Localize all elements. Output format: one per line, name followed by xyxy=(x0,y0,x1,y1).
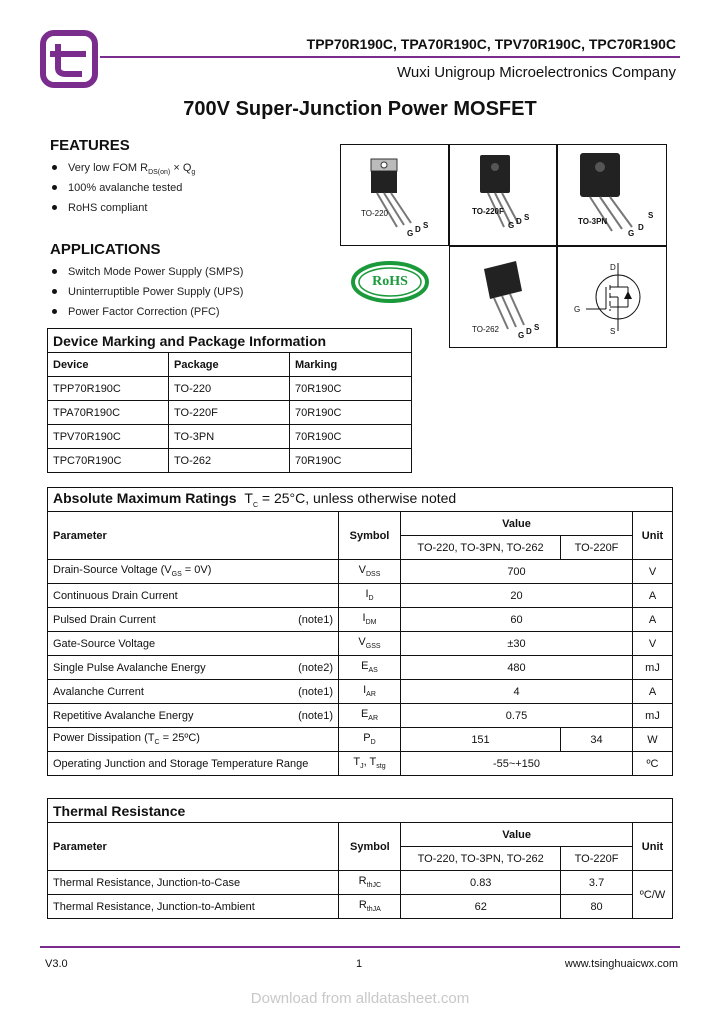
thermal-resistance-table xyxy=(47,798,673,919)
table-row: Single Pulse Avalanche Energy (note2) $E_{AS}$ 480 mJ xyxy=(48,656,673,680)
package-to220-image: TO-220 G D S xyxy=(340,144,449,246)
header-company: Wuxi Unigroup Microelectronics Company xyxy=(397,64,676,81)
list-item: Switch Mode Power Supply (SMPS) xyxy=(52,262,243,282)
table-row: Repetitive Avalanche Energy (note1) $E_{AR}$ 0.75 mJ xyxy=(48,704,673,728)
footer-divider xyxy=(40,946,680,948)
table-row: Thermal Resistance, Junction-to-Case $R_{thJC}$ 0.83 3.7 ºC/W xyxy=(48,871,673,895)
table-header: Parameter xyxy=(48,512,339,560)
table-title: Thermal Resistance xyxy=(48,799,673,823)
header-divider xyxy=(100,56,680,58)
package-to220f-image: TO-220F G D S xyxy=(449,144,557,246)
list-item: RoHS compliant xyxy=(52,198,195,218)
list-item: Power Factor Correction (PFC) xyxy=(52,302,243,322)
table-title: Device Marking and Package Information xyxy=(48,329,412,353)
table-row: Operating Junction and Storage Temperature Range $T_J$, $T_{stg}$ -55~+150 ºC xyxy=(48,752,673,776)
table-header: Unit xyxy=(633,512,673,560)
table-header: TO-220, TO-3PN, TO-262 xyxy=(401,536,561,560)
table-row: TPA70R190C TO-220F 70R190C xyxy=(48,401,412,425)
table-header: Parameter xyxy=(48,823,339,871)
features-list xyxy=(52,158,195,218)
table-row: Thermal Resistance, Junction-to-Ambient $R_{thJA}$ 62 80 xyxy=(48,895,673,919)
table-header: Symbol xyxy=(339,512,401,560)
table-row: Pulsed Drain Current (note1) $I_{DM}$ 60 A xyxy=(48,608,673,632)
watermark: Download from alldatasheet.com xyxy=(250,990,470,1007)
footer-website[interactable]: www.tsinghuaicwx.com xyxy=(564,958,678,970)
applications-heading: APPLICATIONS xyxy=(50,241,161,258)
company-logo xyxy=(40,30,98,88)
page-title: 700V Super-Junction Power MOSFET xyxy=(183,98,537,120)
table-row: TPV70R190C TO-3PN 70R190C xyxy=(48,425,412,449)
table-row: TPP70R190C TO-220 70R190C xyxy=(48,377,412,401)
package-to262-image: TO-262 G D S xyxy=(449,246,557,348)
table-header: Value xyxy=(401,823,633,847)
table-header: TO-220, TO-3PN, TO-262 xyxy=(401,847,561,871)
list-item: Uninterruptible Power Supply (UPS) xyxy=(52,282,243,302)
header-part-numbers: TPP70R190C, TPA70R190C, TPV70R190C, TPC70R190C xyxy=(306,36,676,52)
package-to3pn-image: TO-3PN G D S xyxy=(557,144,667,246)
table-row: Gate-Source Voltage $V_{GSS}$ ±30 V xyxy=(48,632,673,656)
table-row: Drain-Source Voltage $(V_{GS} = 0V)$ $V_{DSS}$ 700 V xyxy=(48,560,673,584)
table-title: Absolute Maximum Ratings $T_C = 25^\circ C$, unless otherwise noted xyxy=(48,488,673,512)
features-heading: FEATURES xyxy=(50,137,130,154)
table-header: TO-220F xyxy=(561,536,633,560)
list-item: Very low FOM $R_{DS(on)} \times Q_g$ xyxy=(52,158,195,178)
list-item: 100% avalanche tested xyxy=(52,178,195,198)
absolute-max-ratings-table xyxy=(47,487,673,776)
table-header: Value xyxy=(401,512,633,536)
table-header: Symbol xyxy=(339,823,401,871)
mosfet-schematic-symbol: D G S xyxy=(557,246,667,348)
table-header: Package xyxy=(169,353,290,377)
footer-version: V3.0 xyxy=(45,958,68,970)
table-header: TO-220F xyxy=(561,847,633,871)
table-header: Marking xyxy=(290,353,412,377)
applications-list xyxy=(52,262,243,322)
footer-page-number: 1 xyxy=(356,958,363,970)
table-row: TPC70R190C TO-262 70R190C xyxy=(48,449,412,473)
table-header: Device xyxy=(48,353,169,377)
table-row: Continuous Drain Current $I_D$ 20 A xyxy=(48,584,673,608)
rohs-badge: RoHS xyxy=(350,260,430,304)
table-header: Unit xyxy=(633,823,673,871)
device-marking-table xyxy=(47,328,412,473)
table-row: Power Dissipation ($T_C$ = 25ºC) $P_D$ 151 34 W xyxy=(48,728,673,752)
table-row: Avalanche Current (note1) $I_{AR}$ 4 A xyxy=(48,680,673,704)
